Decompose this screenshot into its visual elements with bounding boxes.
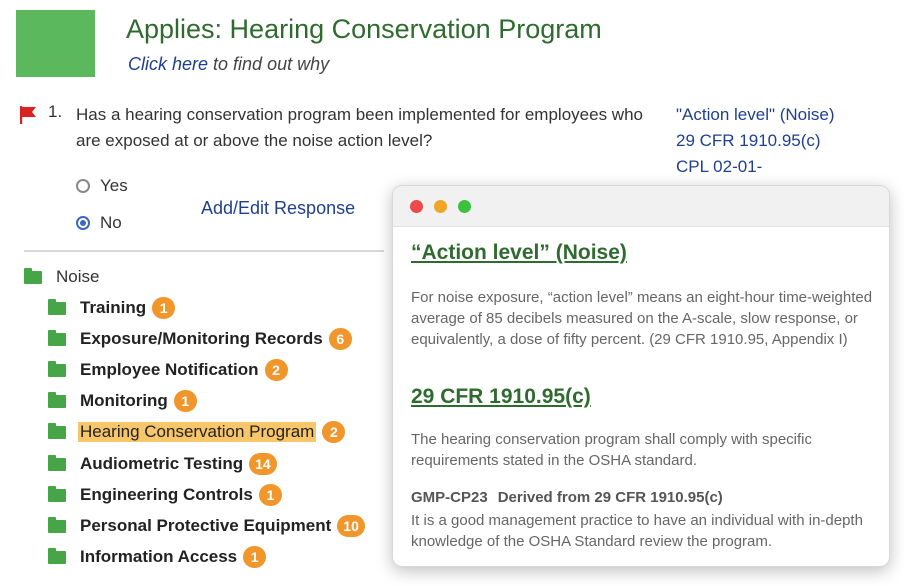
close-window-button[interactable] (410, 200, 423, 213)
tree-root-label: Noise (56, 267, 100, 286)
count-badge: 1 (152, 297, 175, 319)
cfr-description: The hearing conservation program shall comply with specific requirements stated in the OSHA standard. (411, 431, 813, 469)
why-link-suffix: to find out why (208, 54, 330, 74)
flag-icon[interactable] (18, 105, 38, 125)
radio-yes-circle[interactable] (76, 179, 90, 193)
radio-no-circle[interactable] (76, 216, 90, 230)
reference-link-cfr[interactable]: 29 CFR 1910.95(c) (676, 131, 821, 150)
reference-links (676, 102, 876, 180)
count-badge: 2 (322, 421, 345, 443)
tree-item-label: Monitoring (80, 391, 168, 410)
reference-link-cpl[interactable]: CPL 02-01- (676, 157, 763, 176)
count-badge: 1 (174, 390, 197, 412)
folder-icon (48, 395, 66, 408)
question-number: 1. (48, 102, 63, 121)
cfr-heading-link[interactable]: 29 CFR 1910.95(c) (411, 385, 591, 408)
count-badge: 2 (265, 359, 288, 381)
radio-yes[interactable] (76, 176, 128, 196)
maximize-window-button[interactable] (458, 200, 471, 213)
count-badge: 10 (337, 515, 365, 537)
add-edit-response-link[interactable]: Add/Edit Response (201, 198, 356, 218)
divider (24, 250, 384, 252)
tree-item-label: Engineering Controls (80, 485, 253, 504)
folder-icon (48, 551, 66, 564)
tree-item-label: Information Access (80, 547, 238, 566)
tree-item-label: Training (80, 298, 147, 317)
reference-popup-window (392, 185, 890, 567)
why-link-line (128, 54, 329, 75)
gmp-derived: Derived from 29 CFR 1910.95(c) (497, 489, 723, 506)
folder-icon (48, 333, 66, 346)
action-level-heading-link[interactable]: “Action level” (Noise) (411, 241, 627, 264)
popup-title-bar (393, 186, 889, 227)
tree-root-noise[interactable] (24, 267, 99, 287)
page-title: Applies: Hearing Conservation Program (126, 14, 602, 44)
tree-item-label: Employee Notification (80, 360, 259, 379)
tree-item-label: Hearing Conservation Program (80, 422, 315, 441)
tree-item-personal-protective-equipment[interactable] (48, 513, 365, 539)
gmp-code: GMP-CP23 (411, 489, 488, 506)
tree-item-training[interactable] (48, 295, 175, 321)
radio-no-label: No (100, 213, 122, 232)
folder-icon (48, 302, 66, 315)
tree-item-label: Exposure/Monitoring Records (80, 329, 323, 348)
folder-icon (48, 520, 66, 533)
question-text: Has a hearing conservation program been implemented for employees who are exposed at or above the noise action level? (76, 105, 643, 150)
folder-icon (48, 426, 66, 439)
tree-item-audiometric-testing[interactable] (48, 451, 277, 477)
tree-item-monitoring[interactable] (48, 388, 197, 414)
gmp-description: It is a good management practice to have an individual with in-depth knowledge of the OSHA Standard review the program. (411, 512, 863, 550)
radio-no[interactable] (76, 213, 122, 233)
reference-link-action-level[interactable]: "Action level" (Noise) (676, 105, 835, 124)
minimize-window-button[interactable] (434, 200, 447, 213)
status-indicator (16, 10, 95, 77)
why-link[interactable]: Click here (128, 54, 209, 74)
tree-item-label: Audiometric Testing (80, 454, 244, 473)
count-badge: 6 (329, 328, 352, 350)
count-badge: 1 (259, 484, 282, 506)
folder-icon (48, 458, 66, 471)
tree-item-label: Personal Protective Equipment (80, 516, 332, 535)
tree-item-information-access[interactable] (48, 544, 266, 570)
tree-item-hearing-conservation-program[interactable] (48, 419, 345, 445)
folder-icon (48, 364, 66, 377)
gmp-label (411, 489, 723, 506)
count-badge: 1 (243, 546, 266, 568)
tree-item-exposure-monitoring-records[interactable] (48, 326, 352, 352)
count-badge: 14 (249, 453, 277, 475)
tree-item-engineering-controls[interactable] (48, 482, 282, 508)
folder-icon (24, 271, 42, 284)
action-level-definition: For noise exposure, “action level” means an eight-hour time-weighted average of 85 decibels measured on the A-scale, slow response, or equivalently, a dose of fifty percent. (29 CFR 1910.95, Appendix I) (411, 289, 873, 348)
folder-icon (48, 489, 66, 502)
tree-item-employee-notification[interactable] (48, 357, 288, 383)
radio-yes-label: Yes (100, 176, 128, 195)
